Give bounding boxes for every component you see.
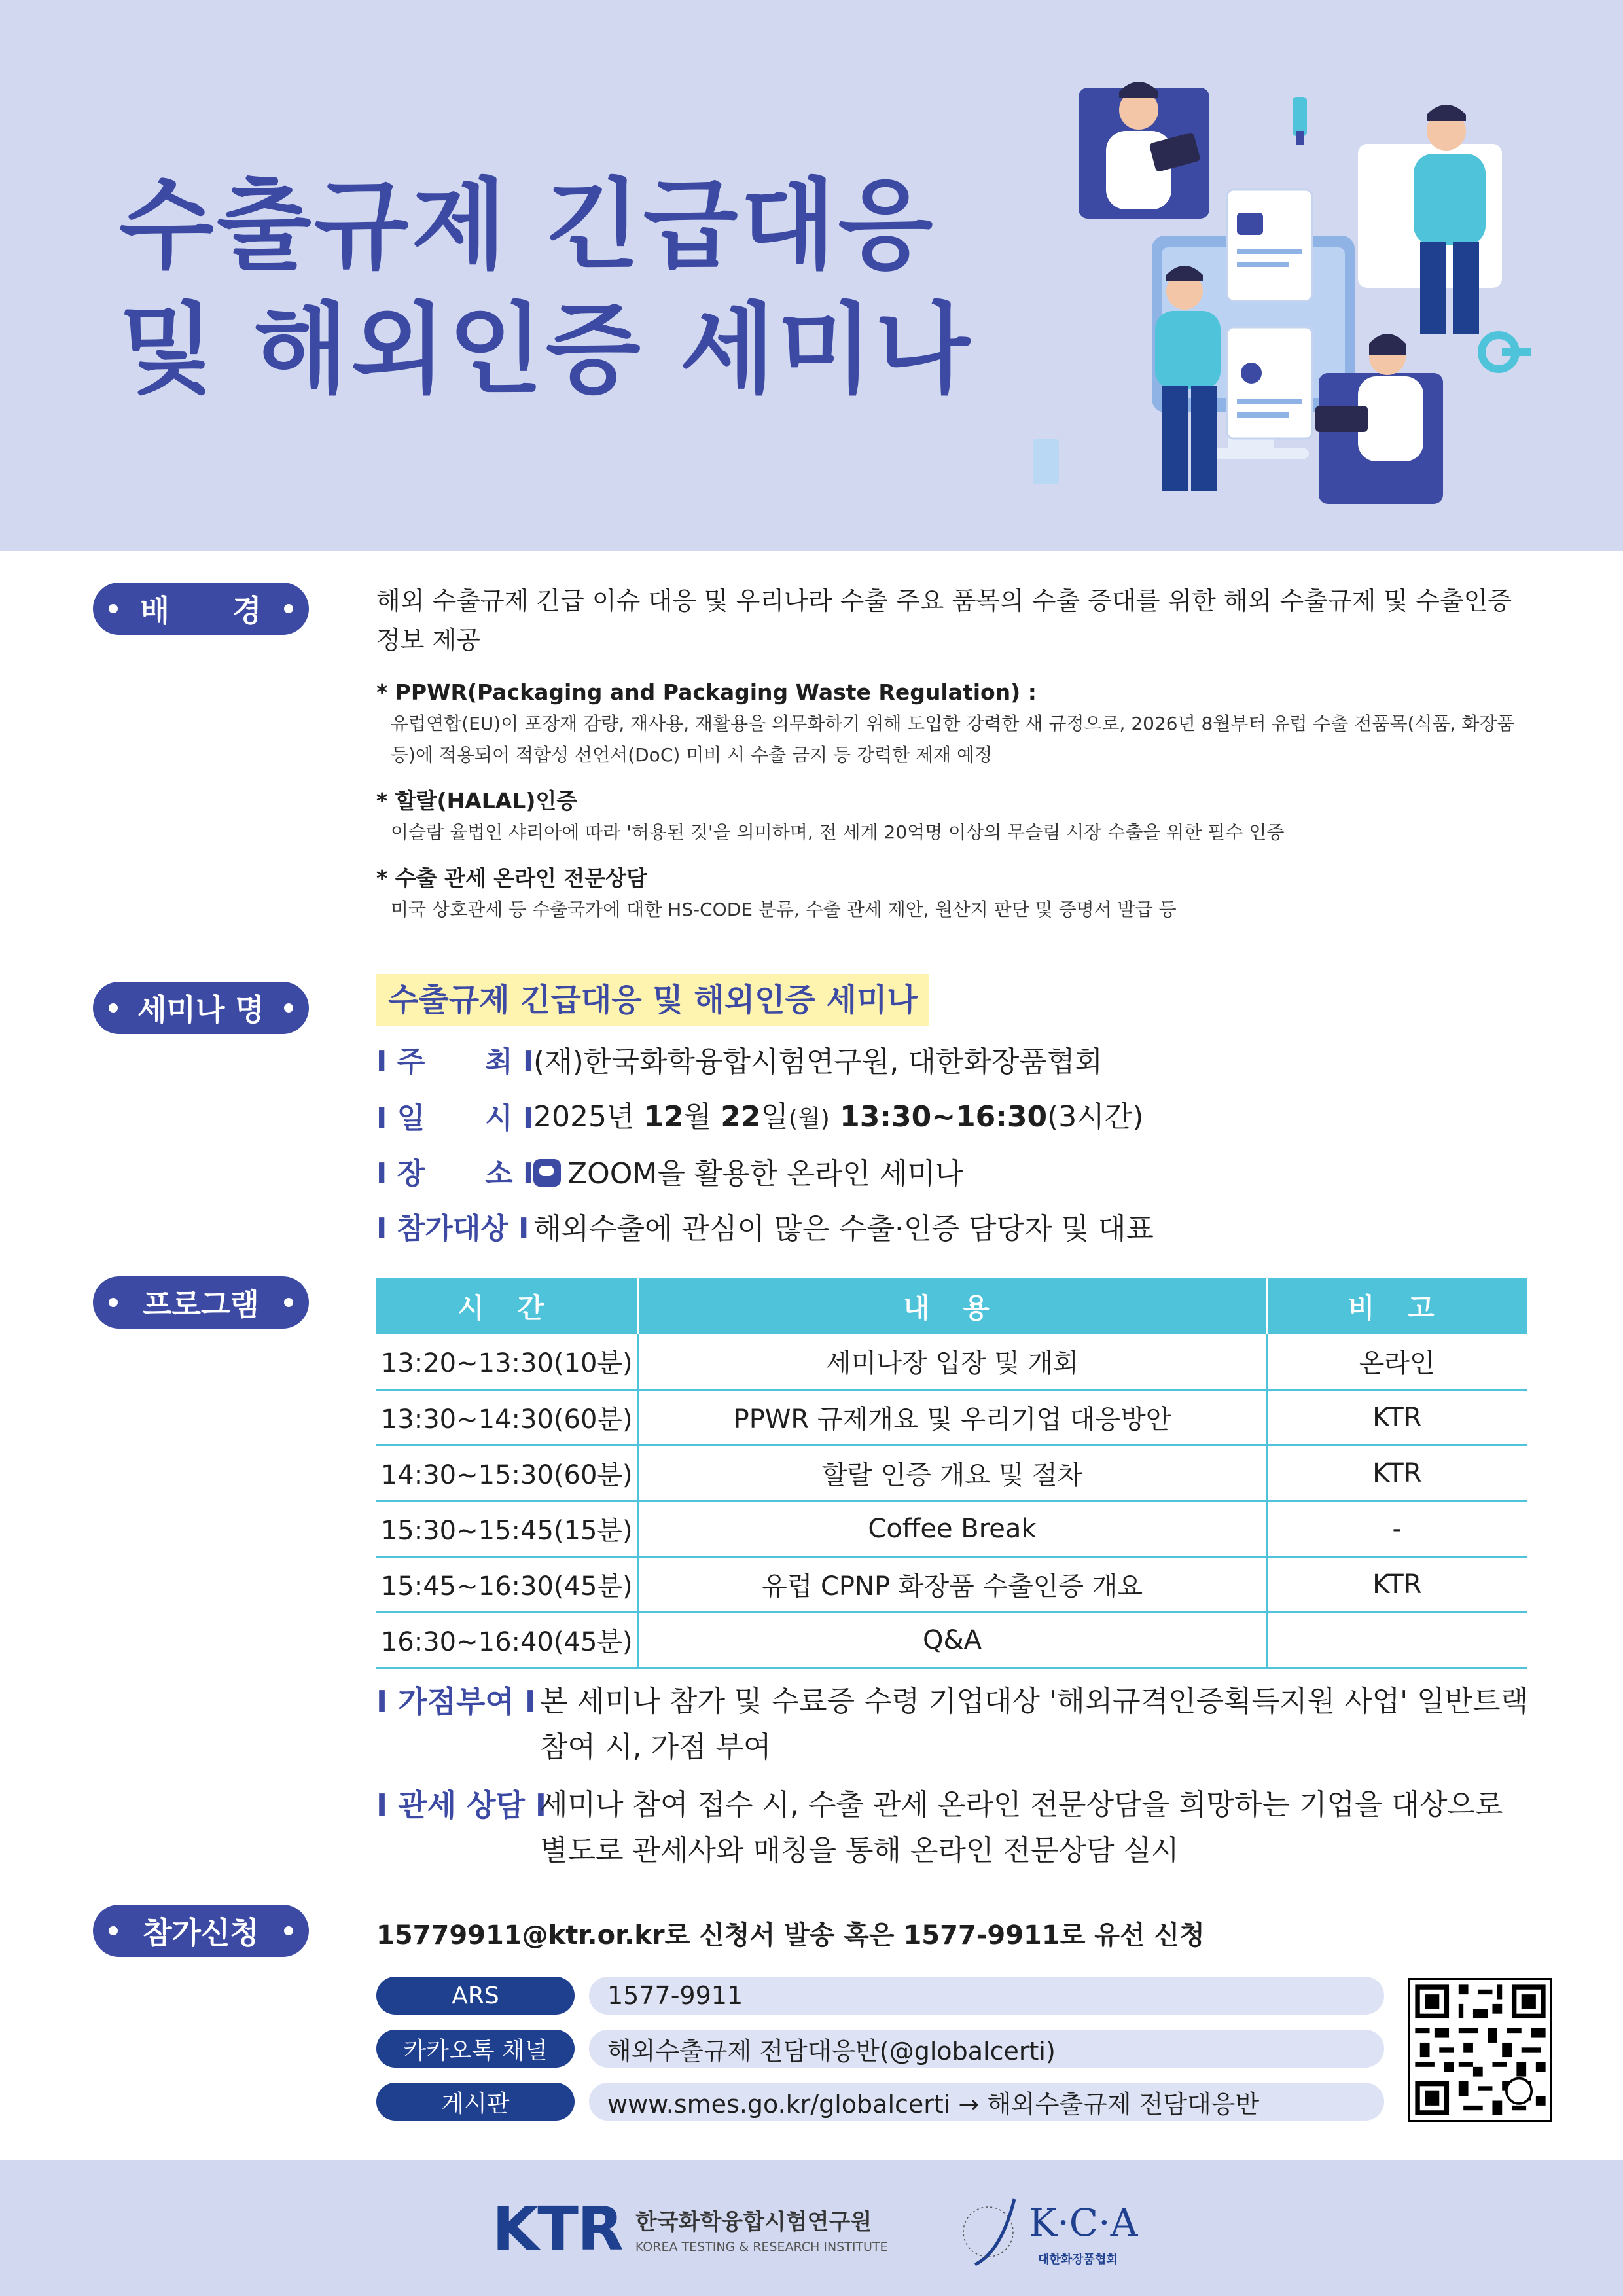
host-value: (재)한국화학융합시험연구원, 대한화장품협회 xyxy=(533,1045,1103,1079)
place-value: ZOOM을 활용한 온라인 세미나 xyxy=(533,1155,963,1193)
row-time: 16:30~16:40(45분) xyxy=(376,1612,638,1668)
bullet-ppwr-body-1: 유럽연합(EU)이 포장재 감량, 재사용, 재활용을 의무화하기 위해 도입한 강력한 새 규정으로, 2026년 8월부터 유럽 수출 전품목(식품, 화장품 xyxy=(391,713,1515,734)
table-row xyxy=(376,1445,1527,1501)
note-customs xyxy=(376,1782,1541,1874)
row-content: Q&A xyxy=(638,1612,1266,1668)
background-main: 해외 수출규제 긴급 이슈 대응 및 우리나라 수출 주요 품목의 수출 증대를 위한 해외 수출규제 및 수출인증 정보 제공 xyxy=(376,586,1512,655)
ktr-name-en: KOREA TESTING & RESEARCH INSTITUTE xyxy=(635,2240,888,2254)
people-collaboration-illustration xyxy=(1021,65,1558,524)
kca-name: 대한화장품협회 xyxy=(1038,2253,1118,2267)
note-bonus xyxy=(376,1679,1541,1770)
header-time: 시 간 xyxy=(376,1278,638,1334)
ktr-logo xyxy=(492,2194,888,2264)
apply-instructions: 15779911@ktr.or.kr로 신청서 발송 혹은 1577-9911로 유선 신청 xyxy=(376,1920,1205,1950)
bullet-ppwr-title: * PPWR(Packaging and Packaging Waste Regulation) : xyxy=(376,679,1037,705)
seminar-content xyxy=(376,974,1541,1248)
info-row-date xyxy=(376,1098,1541,1138)
section-pill-background: 배 경 xyxy=(93,583,309,635)
header-note: 비 고 xyxy=(1266,1278,1527,1334)
info-row-target xyxy=(376,1210,1541,1248)
customs-line-2: 별도로 관세사와 매칭을 통해 온라인 전문상담 실시 xyxy=(540,1834,1179,1867)
target-value: 해외수출에 관심이 많은 수출·인증 담당자 및 대표 xyxy=(533,1212,1154,1246)
section-pill-program: 프로그램 xyxy=(93,1276,309,1329)
section-pill-apply: 참가신청 xyxy=(93,1905,309,1957)
ktr-logo-mark: KTR xyxy=(492,2194,622,2264)
contact-board-label: 게시판 xyxy=(376,2083,575,2121)
program-table-header xyxy=(376,1278,1527,1334)
table-row xyxy=(376,1334,1527,1390)
row-content: 세미나장 입장 및 개회 xyxy=(638,1334,1266,1390)
contact-ars-label: ARS xyxy=(376,1977,575,2015)
bullet-ppwr-body-2: 등)에 적용되어 적합성 선언서(DoC) 미비 시 수출 금지 등 강력한 제재 예정 xyxy=(391,744,993,766)
customs-line-1: 세미나 참여 접수 시, 수출 관세 온라인 전문상담을 희망하는 기업을 대상으로 xyxy=(540,1788,1503,1821)
table-row xyxy=(376,1612,1527,1668)
contact-kakao-label: 카카오톡 채널 xyxy=(376,2030,575,2068)
date-value: 2025년 12월 22일(월) 13:30~16:30(3시간) xyxy=(533,1100,1144,1134)
row-content: 유럽 CPNP 화장품 수출인증 개요 xyxy=(638,1556,1266,1612)
row-time: 13:20~13:30(10분) xyxy=(376,1334,638,1390)
qr-code-icon[interactable] xyxy=(1408,1978,1552,2122)
bonus-line-1: 본 세미나 참가 및 수료증 수령 기업대상 '해외규격인증획득지원 사업' 일반트랙 xyxy=(540,1685,1529,1718)
row-time: 14:30~15:30(60분) xyxy=(376,1445,638,1501)
row-content: PPWR 규제개요 및 우리기업 대응방안 xyxy=(638,1390,1266,1445)
info-row-place xyxy=(376,1155,1541,1193)
date-label: I 일 시 I xyxy=(376,1101,534,1135)
bullet-customs-body: 미국 상호관세 등 수출국가에 대한 HS-CODE 분류, 수출 관세 제안, 원산지 판단 및 증명서 발급 등 xyxy=(391,899,1177,920)
host-label: I 주 최 I xyxy=(376,1045,534,1079)
row-note xyxy=(1266,1612,1527,1668)
info-row-host xyxy=(376,1043,1541,1081)
program-table xyxy=(376,1278,1527,1669)
contact-kakao xyxy=(376,2030,1384,2068)
row-note: 온라인 xyxy=(1266,1334,1527,1390)
row-time: 13:30~14:30(60분) xyxy=(376,1390,638,1445)
bonus-line-2: 참여 시, 가점 부여 xyxy=(540,1731,772,1764)
kca-logo xyxy=(962,2186,1158,2278)
ktr-name-ko: 한국화학융합시험연구원 xyxy=(635,2209,872,2235)
bullet-halal-body: 이슬람 율법인 샤리아에 따라 '허용된 것'을 의미하며, 전 세계 20억명 이상의 무슬림 시장 수출을 위한 필수 인증 xyxy=(391,821,1285,843)
header-banner xyxy=(0,0,1623,551)
row-content: 할랄 인증 개요 및 절차 xyxy=(638,1445,1266,1501)
kca-logo-mark: K·C·A xyxy=(1029,2200,1138,2245)
title-line-1: 수출규제 긴급대응 xyxy=(119,169,936,283)
row-time: 15:30~15:45(15분) xyxy=(376,1501,638,1556)
row-note: KTR xyxy=(1266,1390,1527,1445)
row-time: 15:45~16:30(45분) xyxy=(376,1556,638,1612)
footer xyxy=(0,2160,1623,2296)
place-label: I 장 소 I xyxy=(376,1157,534,1191)
row-note: KTR xyxy=(1266,1556,1527,1612)
row-content: Coffee Break xyxy=(638,1501,1266,1556)
table-row xyxy=(376,1501,1527,1556)
bullet-halal-title: * 할랄(HALAL)인증 xyxy=(376,788,578,814)
title-line-2: 및 해외인증 세미나 xyxy=(119,293,972,407)
bullet-customs-title: * 수출 관세 온라인 전문상담 xyxy=(376,865,647,891)
contact-ars xyxy=(376,1977,1384,2015)
header-content: 내 용 xyxy=(638,1278,1266,1334)
program-notes xyxy=(376,1679,1541,1874)
target-label: I 참가대상 I xyxy=(376,1212,529,1246)
contact-kakao-value[interactable]: 해외수출규제 전담대응반(@globalcerti) xyxy=(589,2030,1384,2068)
table-row xyxy=(376,1556,1527,1612)
table-row xyxy=(376,1390,1527,1445)
bonus-label: I 가점부여 I xyxy=(376,1684,537,1719)
contact-board xyxy=(376,2083,1384,2121)
row-note: KTR xyxy=(1266,1445,1527,1501)
row-note: - xyxy=(1266,1501,1527,1556)
contact-board-value[interactable]: www.smes.go.kr/globalcerti → 해외수출규제 전담대응반 xyxy=(589,2083,1384,2121)
contact-ars-value[interactable]: 1577-9911 xyxy=(589,1977,1384,2015)
background-content xyxy=(376,581,1541,925)
customs-label: I 관세 상담 I xyxy=(376,1787,547,1823)
zoom-icon xyxy=(533,1159,561,1187)
page-title xyxy=(119,164,972,412)
section-pill-seminar-name: 세미나 명 xyxy=(93,982,309,1034)
seminar-title-highlight: 수출규제 긴급대응 및 해외인증 세미나 xyxy=(376,974,929,1026)
